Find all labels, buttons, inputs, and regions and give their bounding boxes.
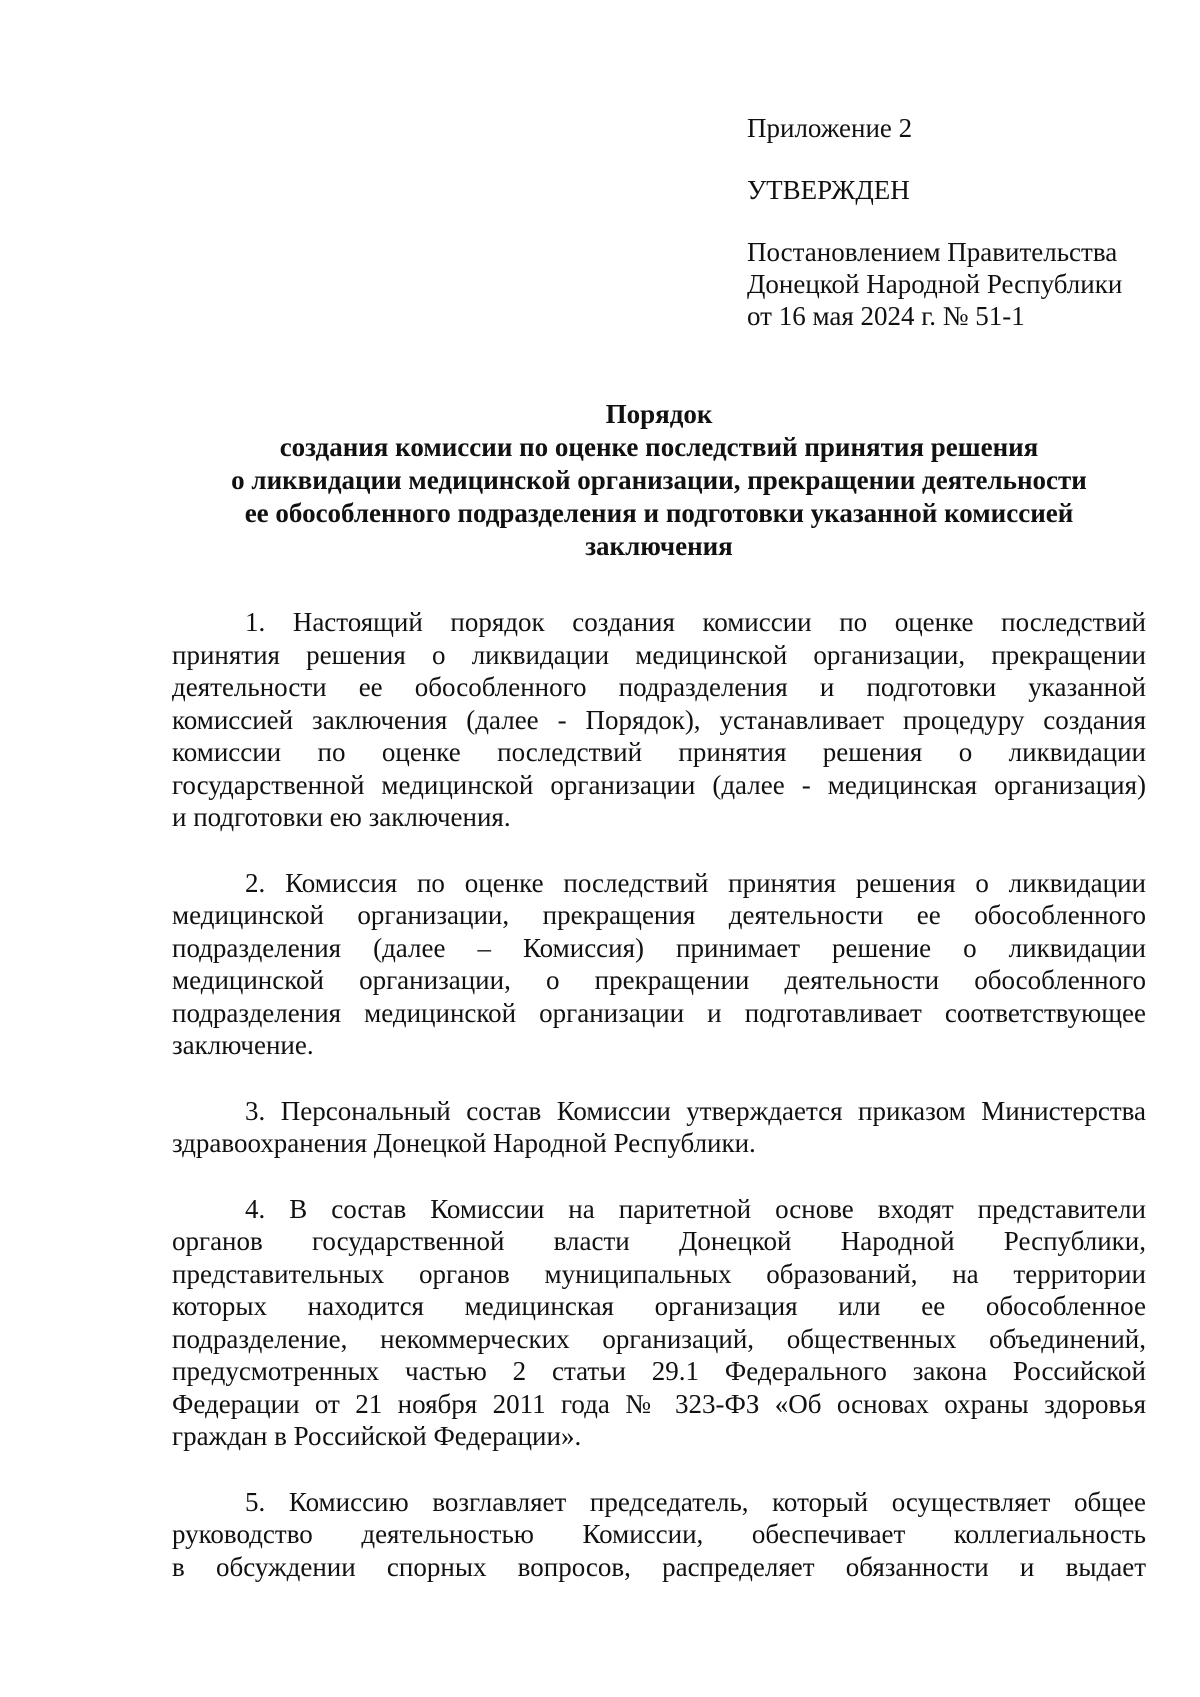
paragraph-line: деятельности ее обособленного подразделения и подготовки указанной	[172, 672, 1146, 702]
paragraph-line: медицинской организации, прекращения деятельности ее обособленного	[172, 900, 1146, 930]
decree-line-2: Донецкой Народной Республики	[747, 269, 1123, 299]
paragraph-3	[172, 1095, 1146, 1160]
paragraph-line: в обсуждении спорных вопросов, распределяет обязанности и выдает	[172, 1551, 1146, 1582]
paragraph-line: 1. Настоящий порядок создания комиссии по оценке последствий	[245, 607, 1146, 637]
paragraph-line: предусмотренных частью 2 статьи 29.1 Федерального закона Российской	[172, 1356, 1146, 1386]
paragraph-line: 5. Комиссию возглавляет председатель, который осуществляет общее	[245, 1486, 1146, 1517]
paragraph-2	[172, 867, 1146, 1062]
paragraph-line: здравоохранения Донецкой Народной Республики.	[172, 1128, 756, 1158]
title-line-1: Порядок	[605, 399, 713, 429]
title-line-2: создания комиссии по оценке последствий принятия решения	[279, 432, 1039, 462]
paragraph-line: 2. Комиссия по оценке последствий принятия решения о ликвидации	[245, 867, 1146, 898]
paragraph-line: медицинской организации, о прекращении деятельности обособленного	[172, 965, 1146, 995]
paragraph-line: Федерации от 21 ноября 2011 года № 323-ФЗ «Об основах охраны здоровья	[172, 1388, 1146, 1419]
paragraph-line: 3. Персональный состав Комиссии утверждается приказом Министерства	[245, 1095, 1146, 1126]
paragraph-line: заключение.	[172, 1030, 314, 1060]
paragraph-line: и подготовки ею заключения.	[172, 802, 511, 832]
paragraph-line: принятия решения о ликвидации медицинской организации, прекращении	[172, 639, 1146, 670]
paragraph-line: представительных органов муниципальных образований, на территории	[172, 1258, 1146, 1289]
paragraph-line: комиссией заключения (далее - Порядок), устанавливает процедуру создания	[172, 704, 1146, 735]
paragraph-line: граждан в Российской Федерации».	[172, 1421, 582, 1451]
document-title	[172, 398, 1146, 563]
decree-line-1: Постановлением Правительства	[747, 237, 1118, 267]
paragraph-5	[172, 1486, 1146, 1584]
appendix-label: Приложение 2	[747, 113, 913, 143]
paragraph-line: 4. В состав Комиссии на паритетной основе входят представители	[245, 1193, 1146, 1224]
paragraph-line: государственной медицинской организации (далее - медицинская организация)	[172, 769, 1146, 800]
title-line-4: ее обособленного подразделения и подготовки указанной комиссией	[244, 498, 1074, 528]
paragraph-line: органов государственной власти Донецкой Народной Республики,	[172, 1226, 1146, 1256]
approved-stamp-text: УТВЕРЖДЕН	[747, 175, 910, 205]
paragraph-line: подразделение, некоммерческих организаций, общественных объединений,	[172, 1323, 1146, 1354]
title-line-5: заключения	[585, 531, 733, 561]
title-line-3: о ликвидации медицинской организации, прекращении деятельности	[231, 465, 1087, 495]
paragraph-4	[172, 1193, 1146, 1453]
document-body	[172, 606, 1146, 1616]
paragraph-1	[172, 606, 1146, 834]
paragraph-line: комиссии по оценке последствий принятия решения о ликвидации	[172, 737, 1146, 767]
paragraph-line: которых находится медицинская организация или ее обособленное	[172, 1291, 1146, 1321]
paragraph-line: руководство деятельностью Комиссии, обеспечивает коллегиальность	[172, 1519, 1146, 1549]
paragraph-line: подразделения медицинской организации и подготавливает соответствующее	[172, 997, 1146, 1028]
paragraph-line: подразделения (далее – Комиссия) принимает решение о ликвидации	[172, 932, 1146, 963]
approval-block	[747, 112, 1167, 332]
decree-line-3: от 16 мая 2024 г. № 51-1	[747, 301, 1025, 331]
